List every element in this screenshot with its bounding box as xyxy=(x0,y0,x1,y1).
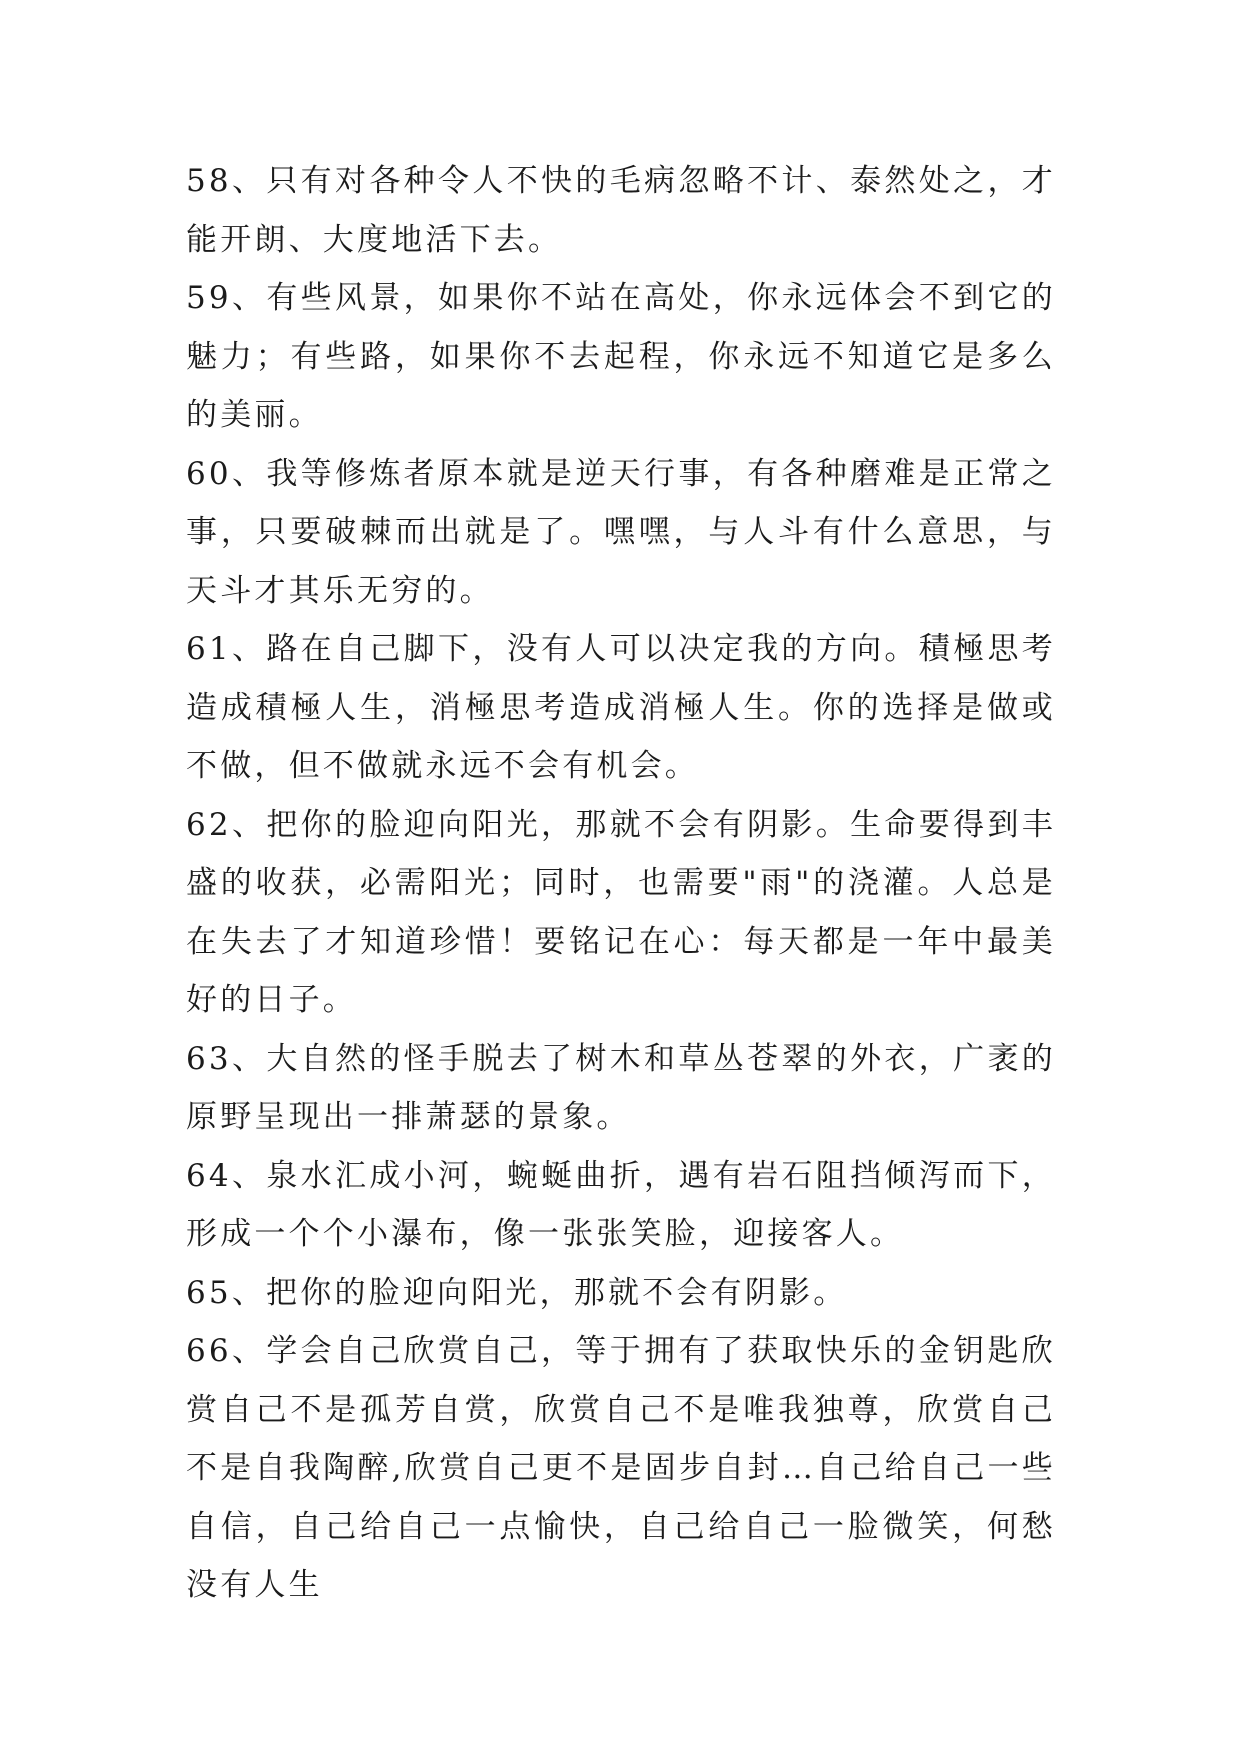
paragraph-60: 60、我等修炼者原本就是逆天行事，有各种磨难是正常之事，只要破棘而出就是了。嘿嘿，与人斗有什么意思，与天斗才其乐无穷的。 xyxy=(186,455,1056,609)
paragraph-58: 58、只有对各种令人不快的毛病忽略不计、泰然处之，才能开朗、大度地活下去。 xyxy=(186,163,1056,258)
paragraph-66: 66、学会自己欣赏自己，等于拥有了获取快乐的金钥匙欣赏自己不是孤芳自赏，欣赏自己不是唯我独尊，欣赏自己不是自我陶醉,欣赏自己更不是固步自封…自己给自己一些自信，自己给自己一点愉快，自己给自己一脸微笑，何愁没有人生 xyxy=(186,1333,1056,1603)
paragraph-64: 64、泉水汇成小河，蜿蜒曲折，遇有岩石阻挡倾泻而下，形成一个个小瀑布，像一张张笑脸，迎接客人。 xyxy=(186,1157,1056,1252)
paragraph-62: 62、把你的脸迎向阳光，那就不会有阴影。生命要得到丰盛的收获，必需阳光；同时，也需要"雨"的浇灌。人总是在失去了才知道珍惜！要铭记在心：每天都是一年中最美好的日子。 xyxy=(186,806,1056,1018)
paragraph-59: 59、有些风景，如果你不站在高处，你永远体会不到它的魅力；有些路，如果你不去起程，你永远不知道它是多么的美丽。 xyxy=(186,280,1056,433)
paragraph-63: 63、大自然的怪手脱去了树木和草丛苍翠的外衣，广袤的原野呈现出一排萧瑟的景象。 xyxy=(186,1040,1056,1135)
document-body xyxy=(186,152,1056,1615)
paragraph-65: 65、把你的脸迎向阳光，那就不会有阴影。 xyxy=(186,1274,848,1311)
paragraph-61: 61、路在自己脚下，没有人可以决定我的方向。積極思考造成積極人生，消極思考造成消極人生。你的选择是做或不做，但不做就永远不会有机会。 xyxy=(186,631,1056,784)
